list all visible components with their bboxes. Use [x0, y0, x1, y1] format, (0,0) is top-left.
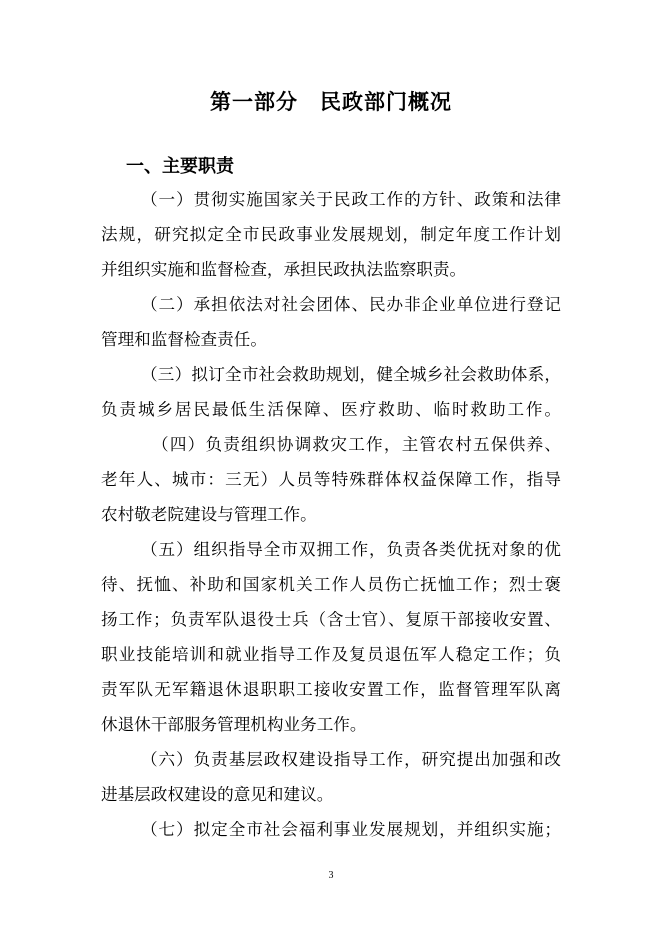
paragraph-line: （四）负责组织协调救灾工作，主管农村五保供养、: [152, 435, 561, 454]
paragraph-line: 法规，研究拟定全市民政事业发展规划，制定年度工作计划: [101, 225, 561, 244]
paragraph-line: 管理和监督检查责任。: [101, 330, 267, 349]
paragraph-line: （三）拟订全市社会救助规划，健全城乡社会救助体系，: [141, 365, 561, 384]
paragraph-line: 农村敬老院建设与管理工作。: [101, 505, 317, 524]
section-heading: 一、主要职责: [126, 156, 234, 177]
paragraph-line: 休退休干部服务管理机构业务工作。: [101, 715, 367, 734]
paragraph-line: 进基层政权建设的意见和建议。: [101, 785, 334, 804]
page-number: 3: [328, 870, 334, 881]
paragraph-line: 职业技能培训和就业指导工作及复员退伍军人稳定工作；负: [101, 645, 561, 664]
paragraph-line: 并组织实施和监督检查，承担民政执法监察职责。: [101, 260, 467, 279]
paragraph-line: 扬工作；负责军队退役士兵（含士官）、复原干部接收安置、: [101, 610, 561, 629]
paragraph-line: （六）负责基层政权建设指导工作，研究提出加强和改: [141, 750, 561, 769]
paragraph-line: （二）承担依法对社会团体、民办非企业单位进行登记: [141, 295, 561, 314]
paragraph-line: 责军队无军籍退休退职职工接收安置工作，监督管理军队离: [101, 680, 561, 699]
paragraph-line: （五）组织指导全市双拥工作，负责各类优抚对象的优: [141, 540, 561, 559]
paragraph-line: 老年人、城市：三无）人员等特殊群体权益保障工作，指导: [101, 470, 561, 489]
paragraph-line: （七）拟定全市社会福利事业发展规划，并组织实施；: [141, 820, 561, 839]
paragraph-line: 负责城乡居民最低生活保障、医疗救助、临时救助工作。: [101, 400, 561, 419]
paragraph-line: （一）贯彻实施国家关于民政工作的方针、政策和法律: [141, 190, 561, 209]
page-title: 第一部分 民政部门概况: [210, 90, 452, 114]
paragraph-line: 待、抚恤、补助和国家机关工作人员伤亡抚恤工作；烈士褒: [101, 575, 561, 594]
